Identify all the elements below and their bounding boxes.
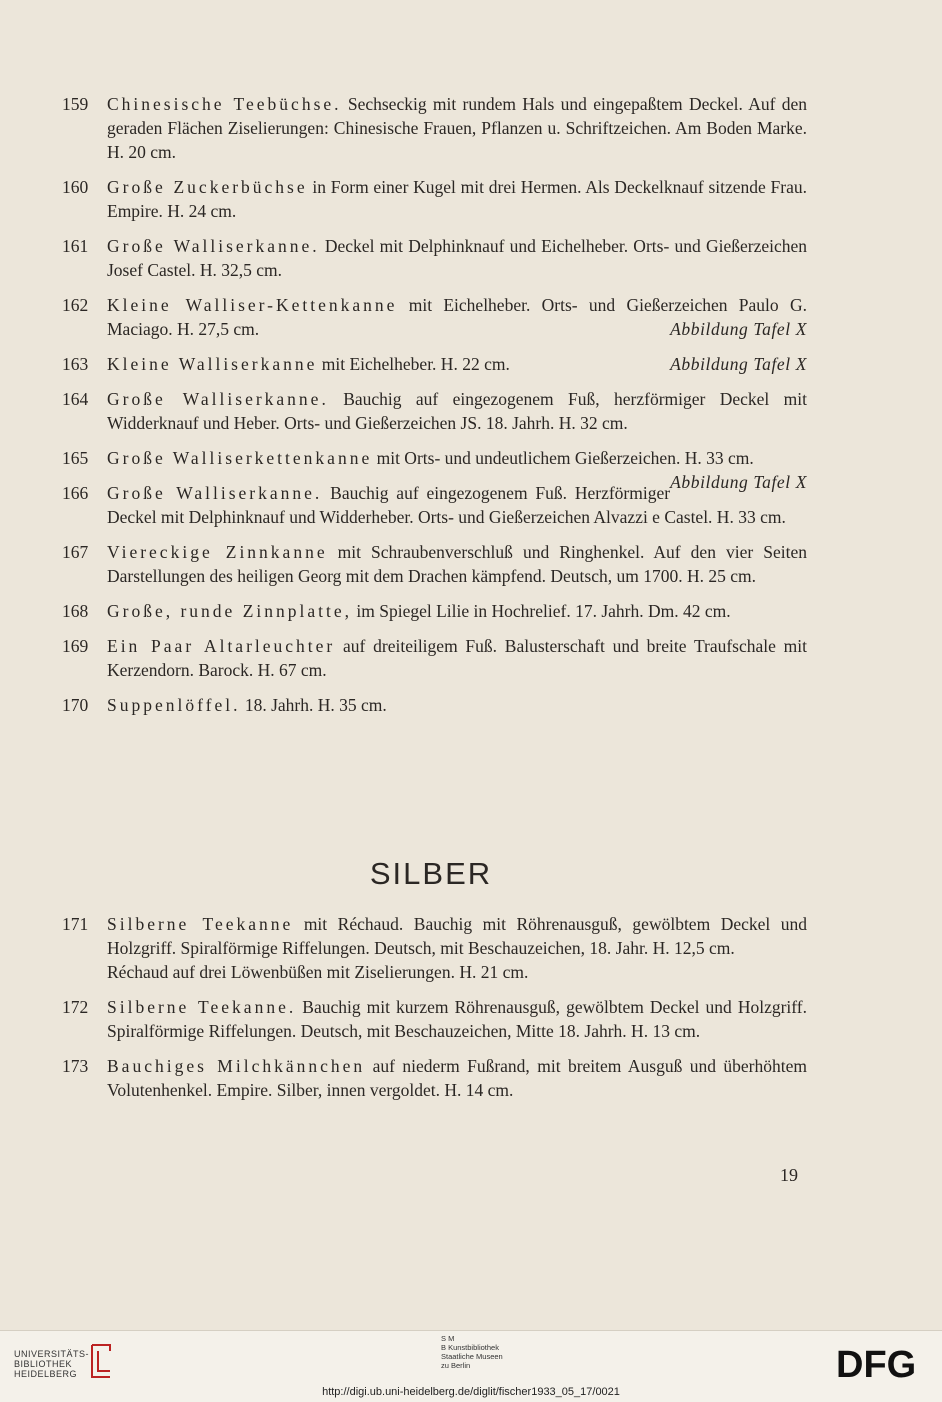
library-stamp — [441, 1334, 503, 1370]
catalog-entry — [62, 995, 807, 1043]
entry-title: Große Walliserkanne. — [107, 236, 320, 256]
entry-number: 169 — [62, 636, 89, 656]
catalog-entry — [62, 175, 807, 223]
entry-number: 164 — [62, 389, 89, 409]
entry-title: Chinesische Teebüchse. — [107, 94, 342, 114]
entry-title: Silberne Teekanne. — [107, 997, 297, 1017]
entry-text: in Form einer Kugel mit drei Hermen. Als Deckelknauf sitzende Frau. Empire. H. 24 cm. — [107, 177, 807, 221]
entry-number: 161 — [62, 236, 89, 256]
entry-title: Große Zuckerbüchse — [107, 177, 308, 197]
entry-number: 160 — [62, 177, 89, 197]
entry-title: Kleine Walliser-Kettenkanne — [107, 295, 398, 315]
entry-number: 166 — [62, 483, 89, 503]
catalog-entry — [62, 693, 807, 717]
entry-text: Deckel mit Delphinknauf und Eichelheber. Orts- und Gießerzeichen Josef Castel. H. 32,5 cm. — [107, 236, 808, 280]
silver-entries — [62, 912, 807, 1113]
catalog-entry — [62, 234, 807, 282]
entry-number: 168 — [62, 601, 89, 621]
stamp-line: zu Berlin — [441, 1361, 471, 1370]
entry-text: auf dreiteiligem Fuß. Balusterschaft und breite Traufschale mit Kerzendorn. Barock. H. 67 cm. — [107, 636, 808, 680]
catalog-entry — [62, 352, 807, 376]
entry-text: auf niederm Fußrand, mit breitem Ausguß und überhöhtem Volutenhenkel. Empire. Silber, innen vergoldet. H. 14 cm. — [107, 1056, 807, 1100]
entry-text: Bauchig auf eingezogenem Fuß. Herzförmiger Deckel mit Delphinknauf und Widderheber. Orts- und Gießerzeichen Alvazzi e Castel. H. 33 cm. — [107, 483, 786, 527]
entry-text: mit Réchaud. Bauchig mit Röhrenausguß, gewölbtem Deckel und Holzgriff. Spiralförmige Riffelungen. Deutsch, mit Beschauzeichen, 18. Jahr. H. 12,5 cm. — [107, 914, 808, 958]
entry-number: 173 — [62, 1056, 89, 1076]
catalog-entry — [62, 481, 807, 529]
entry-title: Ein Paar Altarleuchter — [107, 636, 336, 656]
entry-title: Große Walliserkanne. — [107, 389, 329, 409]
catalog-entry — [62, 599, 807, 623]
entry-text: mit Schraubenverschluß und Ringhenkel. Auf den vier Seiten Darstellungen des heiligen Georg mit dem Drachen kämpfend. Deutsch, um 1700. H. 25 cm. — [107, 542, 807, 586]
entry-number: 170 — [62, 695, 89, 715]
catalog-entry — [62, 912, 807, 984]
catalog-entry — [62, 1054, 807, 1102]
entry-number: 159 — [62, 94, 89, 114]
entry-text: mit Eichelheber. H. 22 cm. — [317, 354, 510, 374]
uni-line: BIBLIOTHEK — [14, 1359, 73, 1369]
page-number: 19 — [780, 1165, 798, 1185]
catalog-entry — [62, 540, 807, 588]
footer-bar — [0, 1330, 942, 1402]
figure-reference: Abbildung Tafel X — [670, 354, 807, 374]
uni-line: HEIDELBERG — [14, 1369, 78, 1379]
section-title: SILBER — [369, 856, 493, 891]
stamp-line: Staatliche Museen — [441, 1352, 503, 1361]
source-url-link[interactable]: http://digi.ub.uni-heidelberg.de/diglit/fischer1933_05_17/0021 — [322, 1386, 620, 1398]
entry-title: Große, runde Zinnplatte, — [107, 601, 353, 621]
catalog-entry — [62, 387, 807, 435]
entry-text: mit Eichelheber. Orts- und Gießerzeichen Paulo G. Maciago. H. 27,5 cm. — [107, 295, 807, 339]
entry-title: Suppenlöffel. — [107, 695, 241, 715]
figure-reference: Abbildung Tafel X — [670, 319, 807, 339]
entry-extra-line: Réchaud auf drei Löwenbüßen mit Ziselierungen. H. 21 cm. — [107, 962, 529, 982]
entry-title: Große Walliserkettenkanne — [107, 448, 373, 468]
entry-title: Viereckige Zinnkanne — [107, 542, 328, 562]
entry-title: Silberne Teekanne — [107, 914, 294, 934]
dfg-logo: DFG — [836, 1344, 917, 1386]
entry-title: Kleine Walliserkanne — [107, 354, 318, 374]
entry-number: 172 — [62, 997, 89, 1017]
entry-number: 171 — [62, 914, 89, 934]
stamp-line: B Kunstbibliothek — [441, 1343, 499, 1352]
entry-number: 165 — [62, 448, 89, 468]
catalog-entry — [62, 446, 807, 492]
entry-title: Bauchiges Milchkännchen — [107, 1056, 366, 1076]
entry-text: mit Orts- und undeutlichem Gießerzeichen. H. 33 cm. — [372, 448, 754, 468]
university-logo-icon — [88, 1341, 114, 1386]
entry-title: Große Walliserkanne. — [107, 483, 323, 503]
catalog-entry — [62, 92, 807, 164]
catalog-entry — [62, 293, 807, 341]
entry-number: 162 — [62, 295, 89, 315]
entry-text: im Spiegel Lilie in Hochrelief. 17. Jahrh. Dm. 42 cm. — [352, 601, 731, 621]
uni-line: UNIVERSITÄTS- — [14, 1349, 90, 1359]
entry-text: Sechseckig mit rundem Hals und eingepaßtem Deckel. Auf den geraden Flächen Ziselierungen: Chinesische Frauen, Pflanzen u. Schriftzeichen. Am Boden Marke. H. 20 cm. — [107, 94, 807, 162]
entry-text: Bauchig auf eingezogenem Fuß, herzförmiger Deckel mit Widderknauf und Heber. Orts- und Gießerzeichen JS. 18. Jahrh. H. 32 cm. — [107, 389, 807, 433]
catalog-entry — [62, 634, 807, 682]
university-library-label — [14, 1349, 89, 1379]
figure-reference: Abbildung Tafel X — [670, 472, 807, 492]
entry-number: 167 — [62, 542, 89, 562]
entry-text: 18. Jahrh. H. 35 cm. — [240, 695, 387, 715]
entry-text: Bauchig mit kurzem Röhrenausguß, gewölbtem Deckel und Holzgriff. Spiralförmige Riffelungen. Deutsch, mit Beschauzeichen, Mitte 18. Jahrh. H. 13 cm. — [107, 997, 807, 1041]
catalog-entries — [62, 92, 807, 728]
stamp-line: S M — [441, 1334, 455, 1343]
entry-number: 163 — [62, 354, 89, 374]
